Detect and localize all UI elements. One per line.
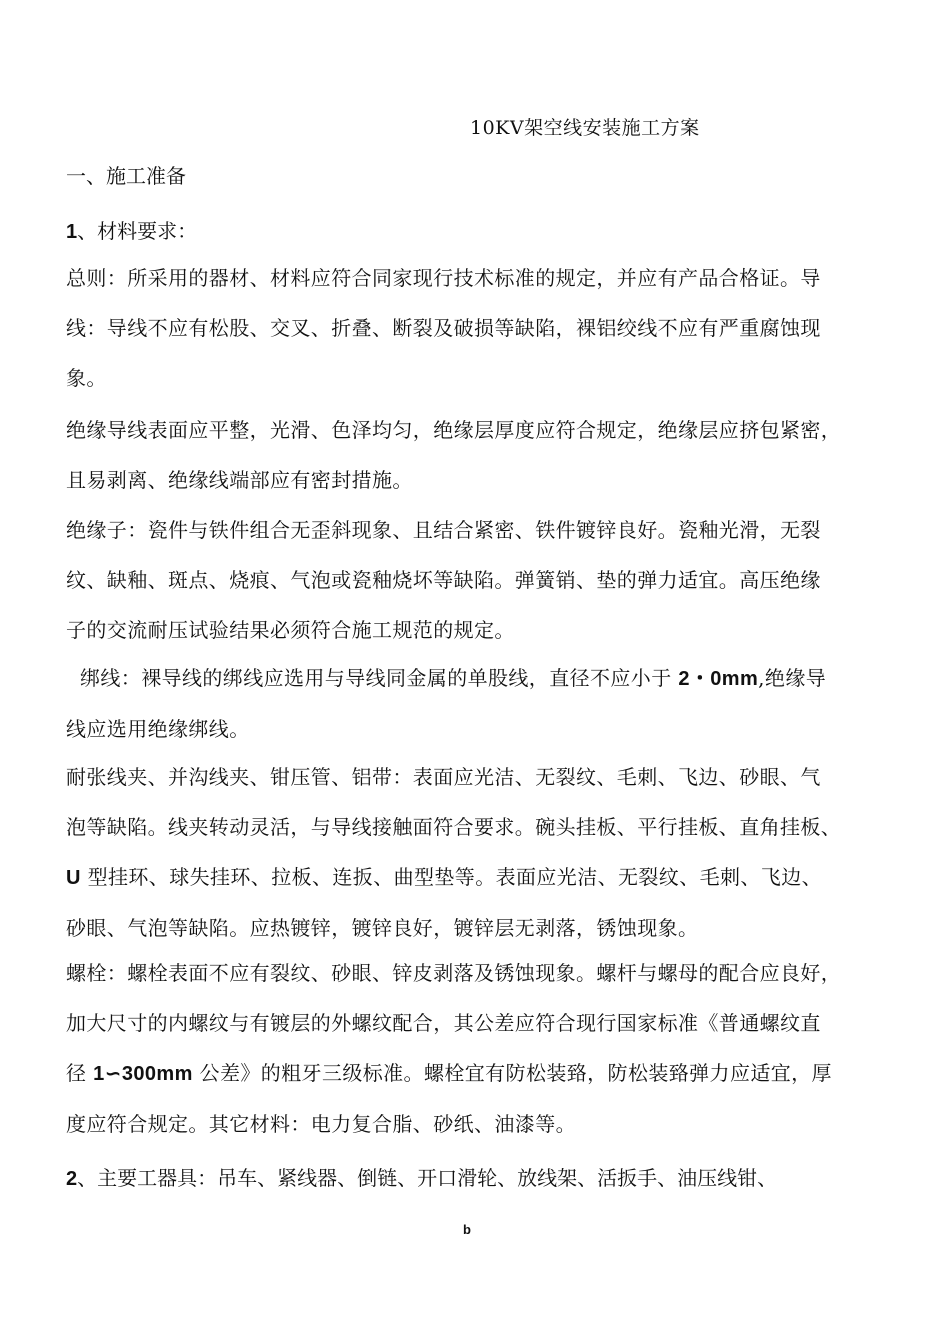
item-number: 1 (66, 221, 78, 243)
paragraph-line: 螺栓：螺栓表面不应有裂纹、砂眼、锌皮剥落及锈蚀现象。螺杆与螺母的配合应良好， (66, 961, 842, 985)
paragraph-line (66, 1048, 906, 1099)
paragraph-line: 加大尺寸的内螺纹与有镀层的外螺纹配合，其公差应符合现行国家标准《普通螺纹直 (66, 1011, 821, 1035)
paragraph-bolts (66, 948, 906, 1149)
section-heading-preparation: 一、施工准备 (66, 164, 186, 188)
paragraph-line: 绝缘子：瓷件与铁件组合无歪斜现象、且结合紧密、铁件镀锌良好。瓷釉光滑，无裂 (66, 518, 821, 542)
u-type-letter: U (66, 867, 81, 889)
paragraph-line: 且易剥离、绝缘线端部应有密封措施。 (66, 468, 413, 492)
clamps-text: 型挂环、球失挂环、拉板、连扳、曲型垫等。表面应光洁、无裂纹、毛刺、飞边、 (80, 865, 823, 889)
paragraph-line: 纹、缺釉、斑点、烧痕、气泡或瓷釉烧坏等缺陷。弹簧销、垫的弹力适宜。高压绝缘 (66, 568, 821, 592)
paragraph-binding-wire (66, 653, 906, 754)
paragraph-line: 子的交流耐压试验结果必须符合施工规范的规定。 (66, 618, 515, 642)
paragraph-line: 绝缘导线表面应平整，光滑、色泽均匀，绝缘层厚度应符合规定，绝缘层应挤包紧密， (66, 418, 842, 442)
item-heading-materials (66, 215, 197, 244)
page-footer: b (463, 1222, 471, 1237)
paragraph-insulator (66, 505, 906, 655)
paragraph-insulated-wire (66, 405, 906, 505)
paragraph-line: 线：导线不应有松股、交叉、折叠、断裂及破损等缺陷，裸铝绞线不应有严重腐蚀现 (66, 316, 821, 340)
document-title: 10KV架空线安装施工方案 (470, 117, 700, 139)
paragraph-line (66, 653, 906, 704)
item-text: 、主要工器具：吊车、紧线器、倒链、开口滑轮、放线架、活扳手、油压线钳、 (77, 1166, 778, 1190)
item-heading-tools (66, 1162, 777, 1191)
paragraph-line: 线应选用绝缘绑线。 (66, 717, 250, 741)
paragraph-line: 象。 (66, 366, 107, 390)
paragraph-line: 泡等缺陷。线夹转动灵活，与导线接触面符合要求。碗头挂板、平行挂板、直角挂板、 (66, 815, 842, 839)
bolts-text: 公差》的粗牙三级标准。螺栓宜有防松装臵，防松装臵弹力应适宜，厚 (192, 1061, 832, 1085)
binding-text: 绑线：裸导线的绑线应选用与导线同金属的单股线，直径不应小于 (80, 666, 679, 690)
paragraph-line: 总则：所采用的器材、材料应符合同家现行技术标准的规定，并应有产品合格证。导 (66, 266, 821, 290)
binding-text-suffix: ,绝缘导 (758, 666, 827, 690)
paragraph-line: 耐张线夹、并沟线夹、钳压管、铝带：表面应光洁、无裂纹、毛刺、飞边、砂眼、气 (66, 765, 821, 789)
item-label: 、材料要求： (77, 219, 198, 243)
bolt-diameter-range: 1∽300mm (93, 1063, 193, 1085)
item-number: 2 (66, 1168, 78, 1190)
bolts-text-prefix: 径 (66, 1061, 94, 1085)
paragraph-line: 砂眼、气泡等缺陷。应热镀锌，镀锌良好，镀锌层无剥落，锈蚀现象。 (66, 916, 699, 940)
binding-diameter-value: 2・0mm (678, 668, 759, 690)
paragraph-line: 度应符合规定。其它材料：电力复合脂、砂纸、油漆等。 (66, 1112, 576, 1136)
paragraph-clamps (66, 752, 906, 953)
paragraph-line (66, 852, 906, 903)
paragraph-general (66, 253, 906, 403)
